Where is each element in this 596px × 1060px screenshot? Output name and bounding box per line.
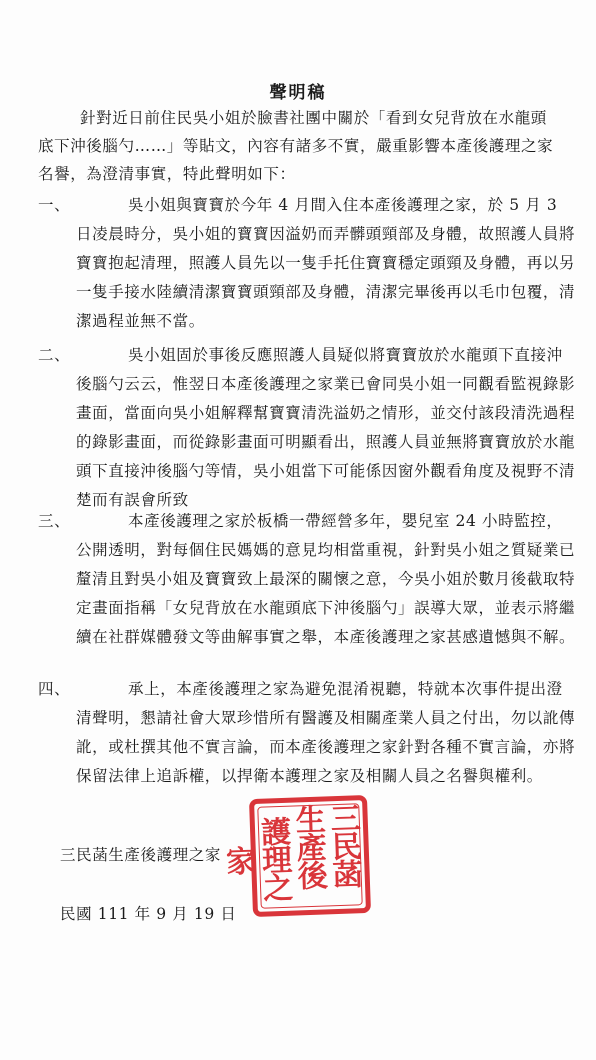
seal-column-3: 護理之家 xyxy=(219,815,293,901)
item-marker: 一、 xyxy=(38,196,71,214)
company-seal-stamp xyxy=(219,795,371,917)
item-marker: 四、 xyxy=(38,680,71,698)
item-text: 吳小姐與寶寶於今年 4 月間入住本產後護理之家，於 5 月 3 日凌晨時分，吳小姐的寶寶因溢奶而弄髒頭頸部及身體，故照護人員將寶寶抱起清理，照護人員先以一隻手托住寶寶穩定頭頸及身體，再以另一隻手接水陸續清潔寶寶頭頸部及身體，清潔完畢後再以毛巾包覆，清潔過程並無不當。 xyxy=(76,196,576,330)
item-text: 吳小姐固於事後反應照護人員疑似將寶寶放於水龍頭下直接沖後腦勺云云，惟翌日本產後護理之家業已會同吳小姐一同觀看監視錄影畫面，當面向吳小姐解釋幫寶寶清洗溢奶之情形，並交付該段清洗過程的錄影畫面，而從錄影畫面可明顯看出，照護人員並無將寶寶放於水龍頭下直接沖後腦勺等情，吳小姐當下可能係因窗外觀看角度及視野不清楚而有誤會所致 xyxy=(76,346,576,509)
statement-item-2 xyxy=(38,341,576,515)
seal-column-1: 三民菡 xyxy=(324,802,363,888)
statement-item-3 xyxy=(38,507,576,652)
statement-item-1 xyxy=(38,191,576,336)
item-marker: 三、 xyxy=(38,512,71,530)
signer-name: 三民菡生產後護理之家 xyxy=(60,846,222,864)
item-marker: 二、 xyxy=(38,346,71,364)
seal-column-2: 生產後 xyxy=(289,803,328,889)
item-text: 承上，本產後護理之家為避免混淆視聽，特就本次事件提出澄清聲明，懇請社會大眾珍惜所有醫護及相關產業人員之付出，勿以訛傳訛，或杜撰其他不實言論，而本產後護理之家針對各種不實言論，亦將保留法律上追訴權，以捍衛本護理之家及相關人員之名譽與權利。 xyxy=(76,680,576,785)
document-date: 民國 111 年 9 月 19 日 xyxy=(60,905,237,923)
item-text: 本產後護理之家於板橋一帶經營多年，嬰兒室 24 小時監控，公開透明，對每個住民媽媽的意見均相當重視，針對吳小姐之質疑業已釐清且對吳小姐及寶寶致上最深的關懷之意，今吳小姐於數月後截取特定畫面指稱「女兒背放在水龍頭底下沖後腦勺」誤導大眾，並表示將繼續在社群媒體發文等曲解事實之舉，本產後護理之家甚感遺憾與不解。 xyxy=(76,512,576,646)
statement-item-4 xyxy=(38,675,576,791)
intro-paragraph: 針對近日前住民吳小姐於臉書社團中關於「看到女兒背放在水龍頭底下沖後腦勺……」等貼文，內容有諸多不實，嚴重影響本產後護理之家名譽，為澄清事實，特此聲明如下： xyxy=(38,109,554,183)
document-title: 聲明稿 xyxy=(269,83,327,103)
